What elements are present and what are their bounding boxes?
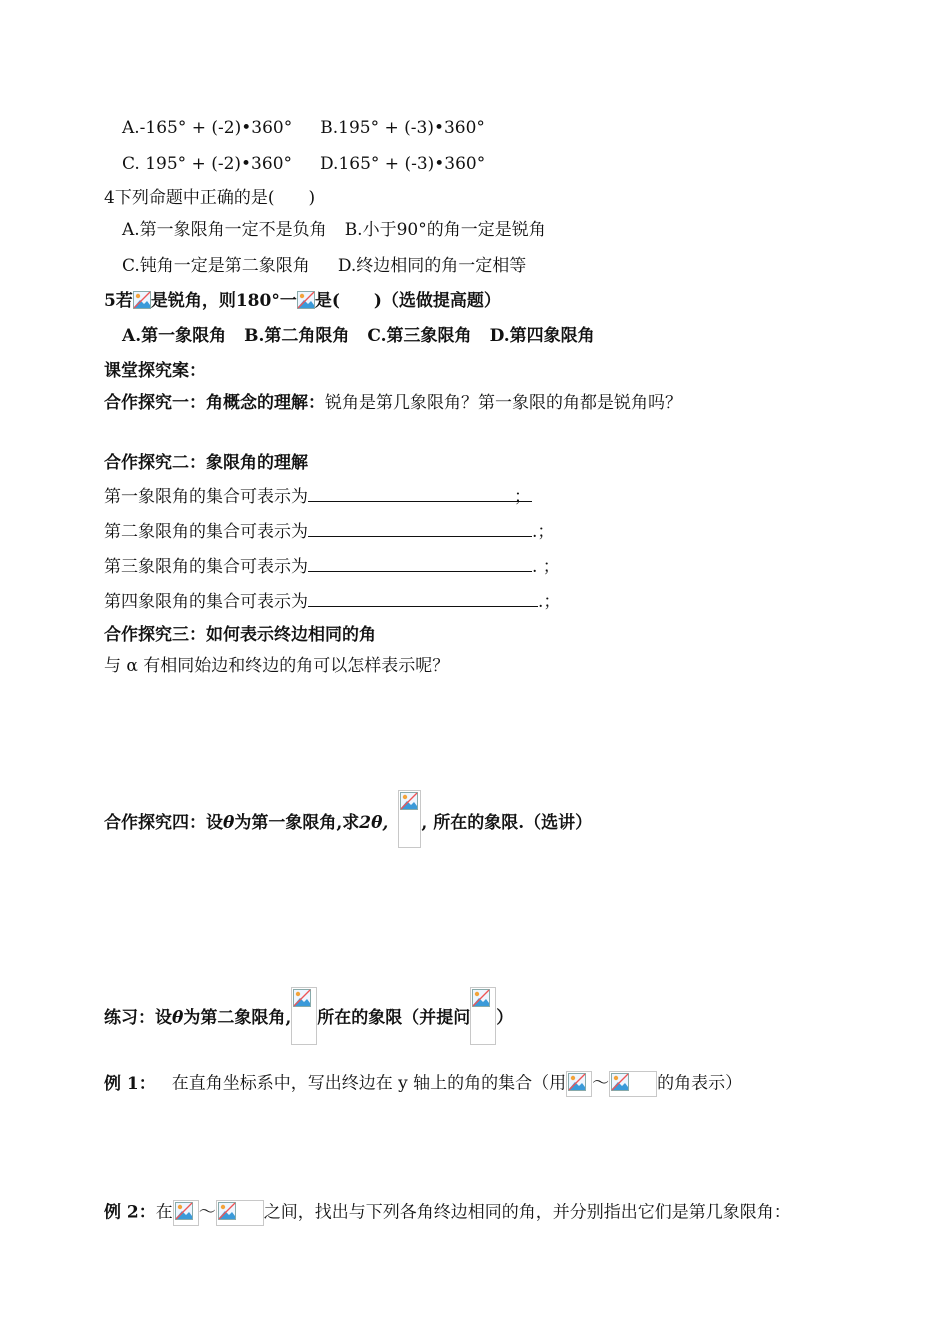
example1-end: 的角表示） [657, 1073, 743, 1094]
example1-label: 例 1： [104, 1073, 156, 1094]
q4-options-row2 [122, 255, 526, 277]
practice-pre: 练习：设 [104, 1008, 172, 1028]
answer-blank [308, 519, 532, 537]
example1 [104, 1071, 742, 1097]
answer-blank [308, 554, 532, 572]
formula-image-frame [398, 790, 421, 848]
inquiry4 [104, 790, 592, 848]
row-label: 第一象限角的集合可表示为 [104, 487, 308, 507]
broken-image-icon [293, 989, 311, 1007]
q5-option-d: D.第四象限角 [489, 326, 595, 346]
q4-options-row1 [122, 219, 546, 241]
broken-image-icon [400, 792, 418, 810]
formula-image-frame [609, 1071, 657, 1097]
q4-option-d: D.终边相同的角一定相等 [337, 256, 527, 276]
broken-image-icon [611, 1073, 629, 1091]
q3-option-c: C. 195° + (-2)•360° [122, 154, 293, 174]
two-theta: 2θ, [359, 813, 389, 833]
q3-option-d: D.165° + (-3)•360° [320, 154, 486, 174]
row-end: .； [532, 522, 555, 542]
row-end: .； [538, 592, 561, 612]
broken-image-icon [297, 291, 315, 309]
q4-option-b: B.小于90°的角一定是锐角 [344, 220, 546, 240]
formula-image-frame [216, 1200, 264, 1226]
inquiry3-title: 合作探究三：如何表示终边相同的角 [104, 625, 376, 645]
tilde: ～ [198, 1202, 216, 1223]
q4-option-a: A.第一象限角一定不是负角 [122, 220, 327, 240]
q4-option-c: C.钝角一定是第二象限角 [122, 256, 310, 276]
tilde: ～ [592, 1073, 610, 1094]
section-title: 课堂探究案： [104, 361, 206, 381]
row-end: . ； [532, 557, 560, 577]
inquiry2-row-1 [104, 484, 531, 508]
example2 [104, 1200, 791, 1226]
example2-body: 之间，找出与下列各角终边相同的角，并分别指出它们是第几象限角： [263, 1202, 791, 1223]
q5-option-b: B.第二角限角 [244, 326, 350, 346]
practice-mid2: 所在的象限（并提问 [317, 1008, 471, 1028]
row-end: ； [514, 487, 531, 507]
example2-pre: 在 [155, 1202, 173, 1223]
q5-number: 5若 [104, 291, 133, 311]
q5-option-a: A.第一象限角 [122, 326, 227, 346]
inquiry1-title: 合作探究一：角概念的理解： [104, 393, 325, 413]
inquiry1-body: 锐角是第几象限角？第一象限的角都是锐角吗？ [325, 393, 682, 413]
q5-end: 是( )（选做提高题） [314, 291, 501, 311]
example1-body: 在直角坐标系中，写出终边在 y 轴上的角的集合（用 [171, 1073, 567, 1094]
inquiry4-mid: 为第一象限角,求 [234, 813, 360, 833]
q3-options-row2 [122, 153, 485, 175]
answer-blank [308, 484, 532, 502]
q5-options [122, 325, 595, 347]
formula-image-frame [470, 987, 496, 1045]
inquiry4-post: , 所在的象限.（选讲） [421, 813, 593, 833]
practice [104, 987, 513, 1045]
broken-image-icon [133, 291, 151, 309]
formula-image-frame [566, 1071, 592, 1097]
inquiry2-row-4 [104, 589, 560, 613]
theta-symbol: θ [223, 813, 235, 833]
inquiry2-row-3 [104, 554, 560, 578]
broken-image-icon [568, 1073, 586, 1091]
q4-stem: 4下列命题中正确的是( ) [104, 188, 316, 208]
answer-blank [308, 589, 538, 607]
theta-symbol: θ [172, 1008, 184, 1028]
broken-image-icon [218, 1202, 236, 1220]
q3-option-b: B.195° + (-3)•360° [320, 118, 485, 138]
inquiry4-pre: 合作探究四：设 [104, 813, 223, 833]
row-label: 第二象限角的集合可表示为 [104, 522, 308, 542]
q3-option-a: A.-165° + (-2)•360° [122, 118, 293, 138]
inquiry2-title: 合作探究二：象限角的理解 [104, 453, 308, 473]
row-label: 第三象限角的集合可表示为 [104, 557, 308, 577]
inquiry2-row-2 [104, 519, 554, 543]
broken-image-icon [472, 989, 490, 1007]
practice-end: ） [496, 1008, 514, 1028]
inquiry3-body: 与 α 有相同始边和终边的角可以怎样表示呢？ [104, 656, 450, 676]
inquiry1 [104, 392, 682, 414]
example2-label: 例 2： [104, 1202, 156, 1223]
formula-image-frame [173, 1200, 199, 1226]
q5-middle: 是锐角，则180°一 [150, 291, 297, 311]
practice-mid: 为第二象限角, [183, 1008, 292, 1028]
row-label: 第四象限角的集合可表示为 [104, 592, 308, 612]
q5-option-c: C.第三象限角 [367, 326, 472, 346]
broken-image-icon [175, 1202, 193, 1220]
formula-image-frame [291, 987, 317, 1045]
q3-options-row1 [122, 117, 485, 139]
q5-stem [104, 290, 501, 312]
